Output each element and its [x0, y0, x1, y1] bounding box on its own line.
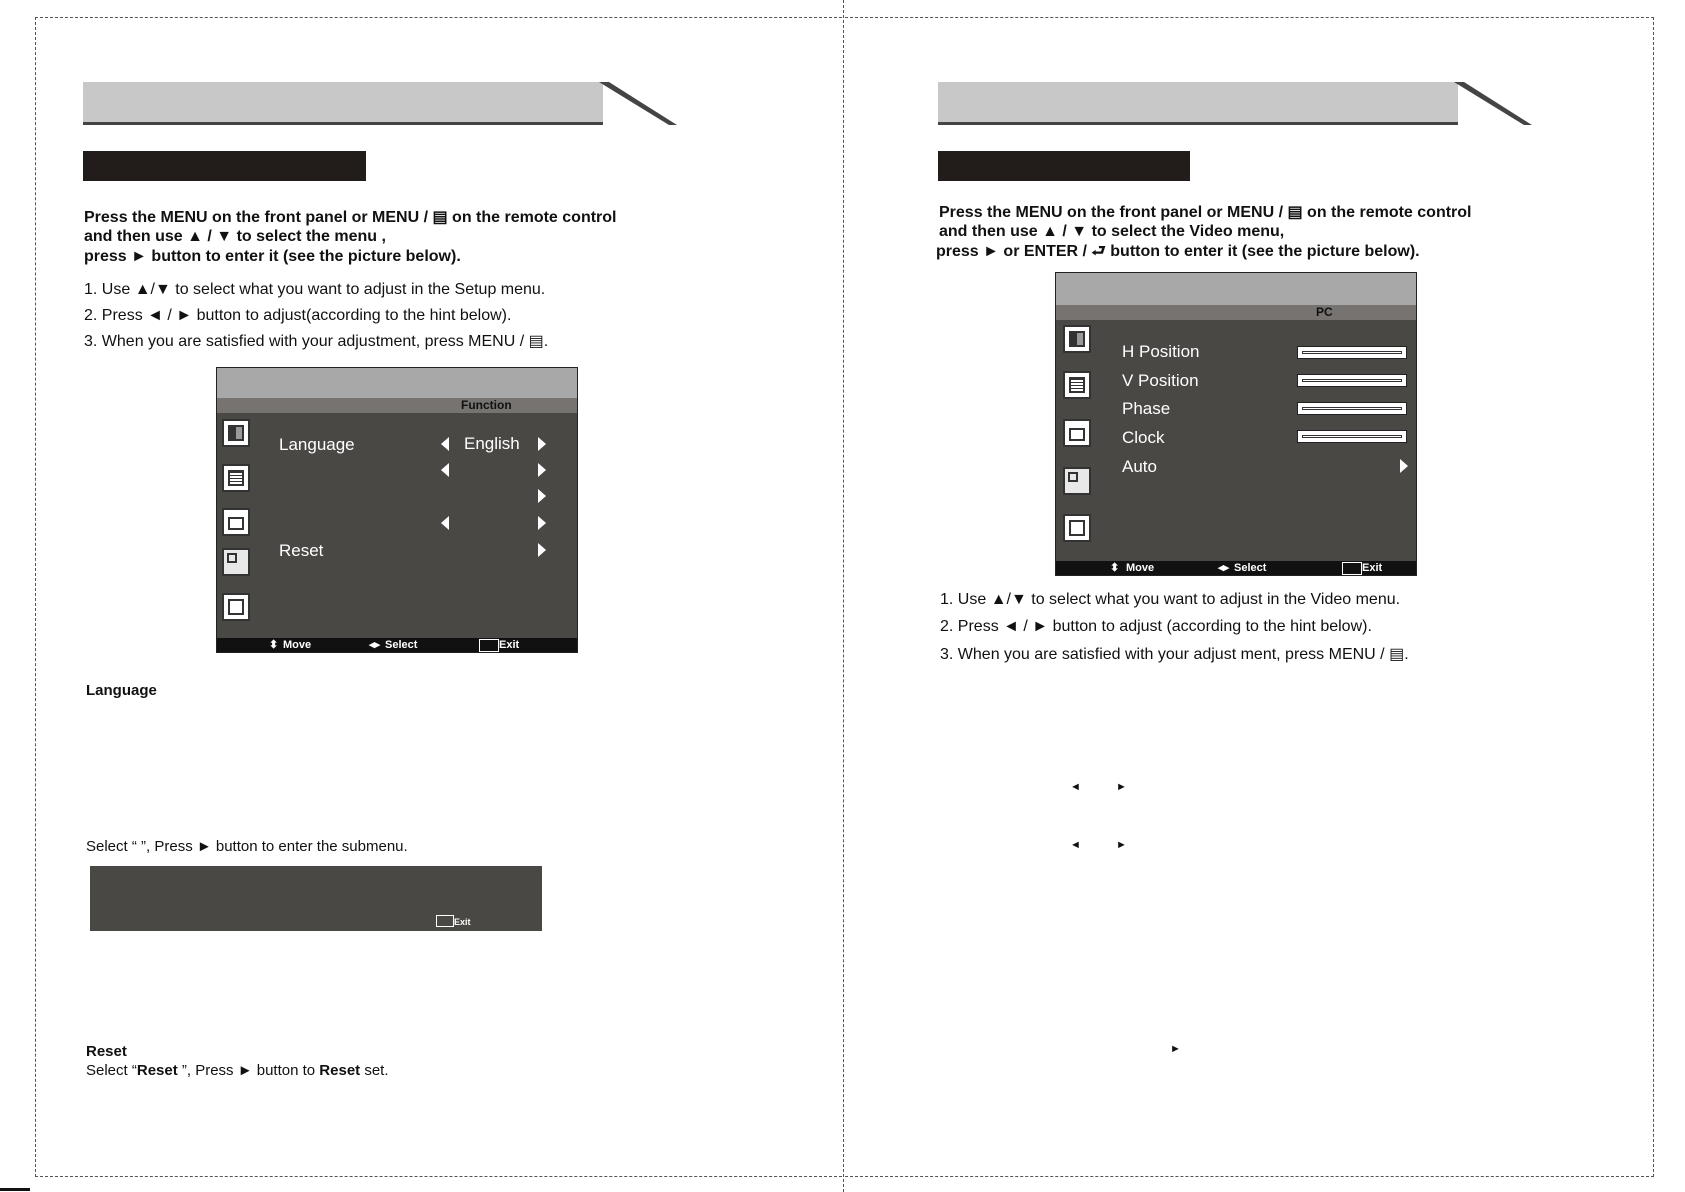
footer-select-label-right: Select	[1234, 562, 1267, 574]
osd-row-v-position-label[interactable]: V Position	[1122, 371, 1199, 390]
function-hand-icon-right[interactable]	[1063, 467, 1091, 495]
monitor-icon[interactable]	[222, 593, 250, 621]
reset-right-arrow[interactable]	[538, 543, 546, 557]
right-step-1: 1. Use ▲/▼ to select what you want to adjust in the Video menu.	[940, 591, 1401, 608]
left-instruction-line-2: and then use ▲ / ▼ to select the menu ,	[84, 228, 386, 245]
right-instruction-line-3: press ► or ENTER / ⮐ button to enter it (see the picture below).	[936, 243, 1420, 260]
reset-desc-bold-1: Reset	[136, 1062, 178, 1079]
reset-heading: Reset	[86, 1043, 127, 1060]
submenu-exit-label: Exit	[454, 917, 471, 927]
row3-right-arrow[interactable]	[538, 489, 546, 503]
auto-right-arrow[interactable]	[1400, 459, 1408, 473]
footer-move-label-right: Move	[1126, 562, 1155, 574]
left-osd-footer	[217, 638, 577, 652]
left-section-title-bar	[83, 151, 366, 181]
left-osd-top-bar	[217, 368, 577, 398]
left-instruction-line-3: press ► button to enter it (see the picture below).	[84, 248, 461, 265]
right-header-banner	[938, 82, 1458, 125]
footer-exit-label: Exit	[499, 639, 520, 651]
right-osd-menu	[1055, 272, 1417, 576]
left-arrow-glyph-1: ◄	[1070, 781, 1081, 793]
exit-icon-right	[1342, 562, 1362, 575]
left-osd-tab-label[interactable]: Function	[461, 398, 512, 412]
function-hand-icon[interactable]	[222, 548, 250, 576]
right-arrow-glyph-2: ►	[1116, 839, 1127, 851]
osd-row-language-value: English	[464, 434, 520, 453]
exit-icon	[479, 639, 499, 652]
reset-desc-part-e: set.	[360, 1062, 389, 1079]
v-position-slider[interactable]	[1298, 375, 1406, 386]
right-osd-top-bar	[1056, 273, 1416, 305]
picture-icon-right[interactable]	[1063, 325, 1091, 353]
left-arrow-glyph-2: ◄	[1070, 839, 1081, 851]
right-section-title-bar	[938, 151, 1190, 181]
language-right-arrow[interactable]	[538, 437, 546, 451]
right-instruction-line-1: Press the MENU on the front panel or MENU / ▤ on the remote control	[939, 204, 1472, 221]
osd-row-auto-label[interactable]: Auto	[1122, 457, 1157, 476]
reset-desc-part-a: Select “	[86, 1062, 137, 1079]
osd-row-reset-label[interactable]: Reset	[279, 541, 324, 560]
osd-row-clock-label[interactable]: Clock	[1122, 428, 1165, 447]
footer-select-label: Select	[385, 639, 418, 651]
h-position-slider[interactable]	[1298, 347, 1406, 358]
tv-icon[interactable]	[222, 508, 250, 536]
submenu-exit-icon	[436, 915, 454, 927]
reset-desc-bold-2: Reset	[319, 1062, 361, 1079]
language-heading: Language	[86, 682, 157, 699]
tv-icon-right[interactable]	[1063, 419, 1091, 447]
language-left-arrow[interactable]	[441, 437, 449, 451]
row2-left-arrow[interactable]	[441, 463, 449, 477]
reset-desc-part-c: ”, Press ► button to	[177, 1062, 320, 1079]
move-icon-right: ⬍	[1110, 562, 1120, 574]
right-step-2: 2. Press ◄ / ► button to adjust (according to the hint below).	[940, 618, 1372, 635]
reset-description	[86, 1062, 389, 1079]
clock-slider[interactable]	[1298, 431, 1406, 442]
right-banner-slant	[1450, 80, 1535, 126]
osd-row-language-label[interactable]: Language	[279, 435, 355, 454]
color-settings-icon[interactable]	[222, 464, 250, 492]
select-icon-right: ◂▸	[1218, 562, 1230, 574]
left-banner-slant	[595, 80, 680, 126]
center-fold-line	[843, 0, 844, 1192]
submenu-preview-box	[90, 866, 542, 931]
move-icon: ⬍	[269, 639, 279, 651]
picture-icon[interactable]	[222, 419, 250, 447]
phase-slider[interactable]	[1298, 403, 1406, 414]
left-instruction-line-1: Press the MENU on the front panel or MENU / ▤ on the remote control	[84, 209, 617, 226]
row2-right-arrow[interactable]	[538, 463, 546, 477]
left-step-3: 3. When you are satisfied with your adjustment, press MENU / ▤.	[84, 333, 549, 350]
osd-row-h-position-label[interactable]: H Position	[1122, 342, 1200, 361]
left-step-1: 1. Use ▲/▼ to select what you want to adjust in the Setup menu.	[84, 281, 546, 298]
right-arrow-glyph-1: ►	[1116, 781, 1127, 793]
color-settings-icon-right[interactable]	[1063, 371, 1091, 399]
left-header-banner	[83, 82, 603, 125]
right-arrow-glyph-3: ►	[1170, 1043, 1181, 1055]
right-osd-tab-label[interactable]: PC	[1316, 305, 1333, 319]
row4-left-arrow[interactable]	[441, 516, 449, 530]
right-instruction-line-2: and then use ▲ / ▼ to select the Video menu,	[939, 223, 1285, 240]
select-icon: ◂▸	[369, 639, 381, 651]
left-step-2: 2. Press ◄ / ► button to adjust(according to the hint below).	[84, 307, 512, 324]
bottom-marker	[0, 1188, 30, 1191]
footer-exit-label-right: Exit	[1362, 562, 1383, 574]
osd-row-phase-label[interactable]: Phase	[1122, 399, 1171, 418]
select-submenu-line: Select “ ”, Press ► button to enter the submenu.	[86, 838, 408, 855]
row4-right-arrow[interactable]	[538, 516, 546, 530]
right-osd-tab-bar	[1056, 305, 1416, 320]
left-osd-tab-bar	[217, 398, 577, 413]
footer-move-label: Move	[283, 639, 312, 651]
right-osd-footer	[1056, 561, 1416, 575]
left-osd-menu	[216, 367, 578, 653]
monitor-icon-right[interactable]	[1063, 514, 1091, 542]
right-step-3: 3. When you are satisfied with your adjust ment, press MENU / ▤.	[940, 646, 1409, 663]
